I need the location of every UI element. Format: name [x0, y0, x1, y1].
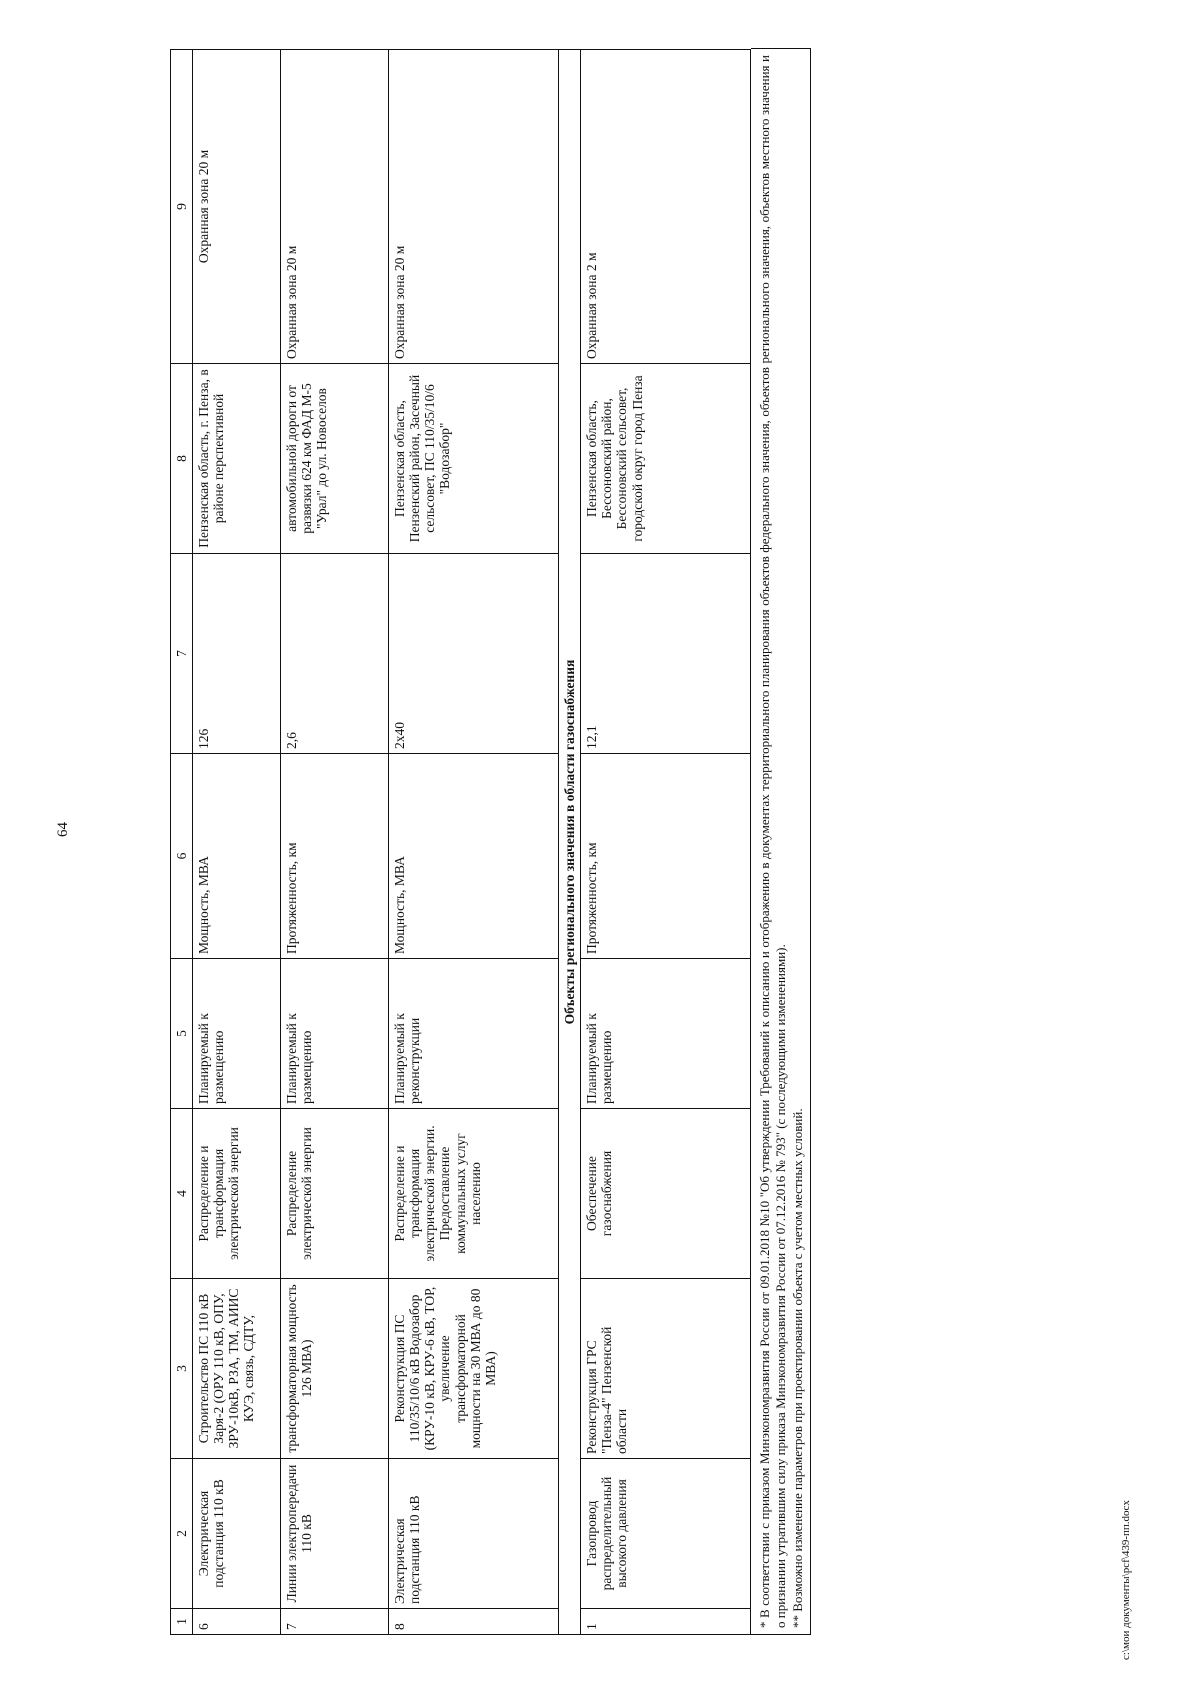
object-type: Электрическая подстанция 110 кВ	[389, 1459, 559, 1609]
header-cell: 8	[171, 364, 193, 554]
object-purpose: Распределение и трансформация электрической энергии. Предоставление коммунальных услуг населению	[389, 1109, 559, 1279]
object-status: Планируемый к размещению	[281, 959, 389, 1109]
row-number: 6	[193, 1609, 281, 1635]
header-cell: 9	[171, 50, 193, 364]
object-parameter: Протяженность, км	[281, 754, 389, 959]
row-number: 1	[581, 1609, 751, 1635]
object-description: Реконструкция ПС 110/35/10/6 кВ Водозабор (КРУ-10 кВ, КРУ-6 кВ, ТОР, увеличение трансформаторной мощности на 30 МВА до 80 МВА)	[389, 1279, 559, 1459]
object-location: Пензенская область, г. Пенза, в районе перспективной	[193, 364, 281, 554]
object-parameter: Протяженность, км	[581, 754, 751, 959]
rotated-table-container	[170, 50, 928, 1635]
footnote-2: ** Возможно изменение параметров при проектировании объекта с учетом местных условий.	[789, 1108, 805, 1628]
objects-table	[170, 49, 751, 1635]
object-type: Газопровод распределительный высокого давления	[581, 1459, 751, 1609]
object-status: Планируемый к реконструкции	[389, 959, 559, 1109]
object-parameter: Мощность, МВА	[389, 754, 559, 959]
object-description: трансформаторная мощность 126 МВА)	[281, 1279, 389, 1459]
header-cell: 7	[171, 554, 193, 754]
object-location: Пензенская область, Бессоновский район, Бессоновский сельсовет, городской округ город Пенза	[581, 364, 751, 554]
header-cell: 1	[171, 1609, 193, 1635]
object-purpose: Обеспечение газоснабжения	[581, 1109, 751, 1279]
section-row	[559, 50, 581, 1635]
object-type: Линии электропередачи 110 кВ	[281, 1459, 389, 1609]
header-row	[171, 50, 193, 1635]
page-number: 64	[55, 822, 71, 837]
table-row	[193, 50, 281, 1635]
object-purpose: Распределение и трансформация электрической энергии	[193, 1109, 281, 1279]
object-zone: Охранная зона 20 м	[281, 50, 389, 364]
object-location: автомобильной дороги от развязки 624 км ФАД М-5 "Урал" до ул. Новоселов	[281, 364, 389, 554]
object-type: Электрическая подстанция 110 кВ	[193, 1459, 281, 1609]
object-parameter: Мощность, МВА	[193, 754, 281, 959]
table-row	[581, 50, 751, 1635]
header-cell: 5	[171, 959, 193, 1109]
file-path: c:\мои документы\pcf\439-пп.docx	[1120, 1500, 1132, 1660]
object-value: 12,1	[581, 554, 751, 754]
object-zone: Охранная зона 20 м	[389, 50, 559, 364]
row-number: 8	[389, 1609, 559, 1635]
footnotes	[751, 48, 811, 1635]
header-cell: 4	[171, 1109, 193, 1279]
object-value: 2x40	[389, 554, 559, 754]
table-row	[281, 50, 389, 1635]
table-row	[389, 50, 559, 1635]
object-description: Строительство ПС 110 кВ Заря-2 (ОРУ 110 кВ, ОПУ, ЗРУ-10кВ, РЗА, ТМ, АИИС КУЭ, связь, СДТУ,	[193, 1279, 281, 1459]
object-purpose: Распределение электрической энергии	[281, 1109, 389, 1279]
section-title: Объекты регионального значения в области газоснабжения	[559, 50, 581, 1635]
object-description: Реконструкция ГРС "Пенза-4" Пензенской области	[581, 1279, 751, 1459]
object-value: 126	[193, 554, 281, 754]
header-cell: 2	[171, 1459, 193, 1609]
object-status: Планируемый к размещению	[581, 959, 751, 1109]
header-cell: 6	[171, 754, 193, 959]
object-zone: Охранная зона 2 м	[581, 50, 751, 364]
header-cell: 3	[171, 1279, 193, 1459]
object-location: Пензенская область, Пензенский район, Засечный сельсовет, ПС 110/35/10/6 "Водозабор"	[389, 364, 559, 554]
object-zone: Охранная зона 20 м	[193, 50, 281, 364]
object-status: Планируемый к размещению	[193, 959, 281, 1109]
object-value: 2,6	[281, 554, 389, 754]
row-number: 7	[281, 1609, 389, 1635]
footnote-1: * В соответствии с приказом Минэкономразвития России от 09.01.2018 №10 "Об утверждении Требований к описанию и отображению в документах территориального планирования объектов федерального значения, объектов регионального значения, объектов местного значения и о признании утратившим силу приказа Минэкономразвития России от 07.12.2016 № 793" (с последующими изменениями).	[757, 55, 789, 1628]
